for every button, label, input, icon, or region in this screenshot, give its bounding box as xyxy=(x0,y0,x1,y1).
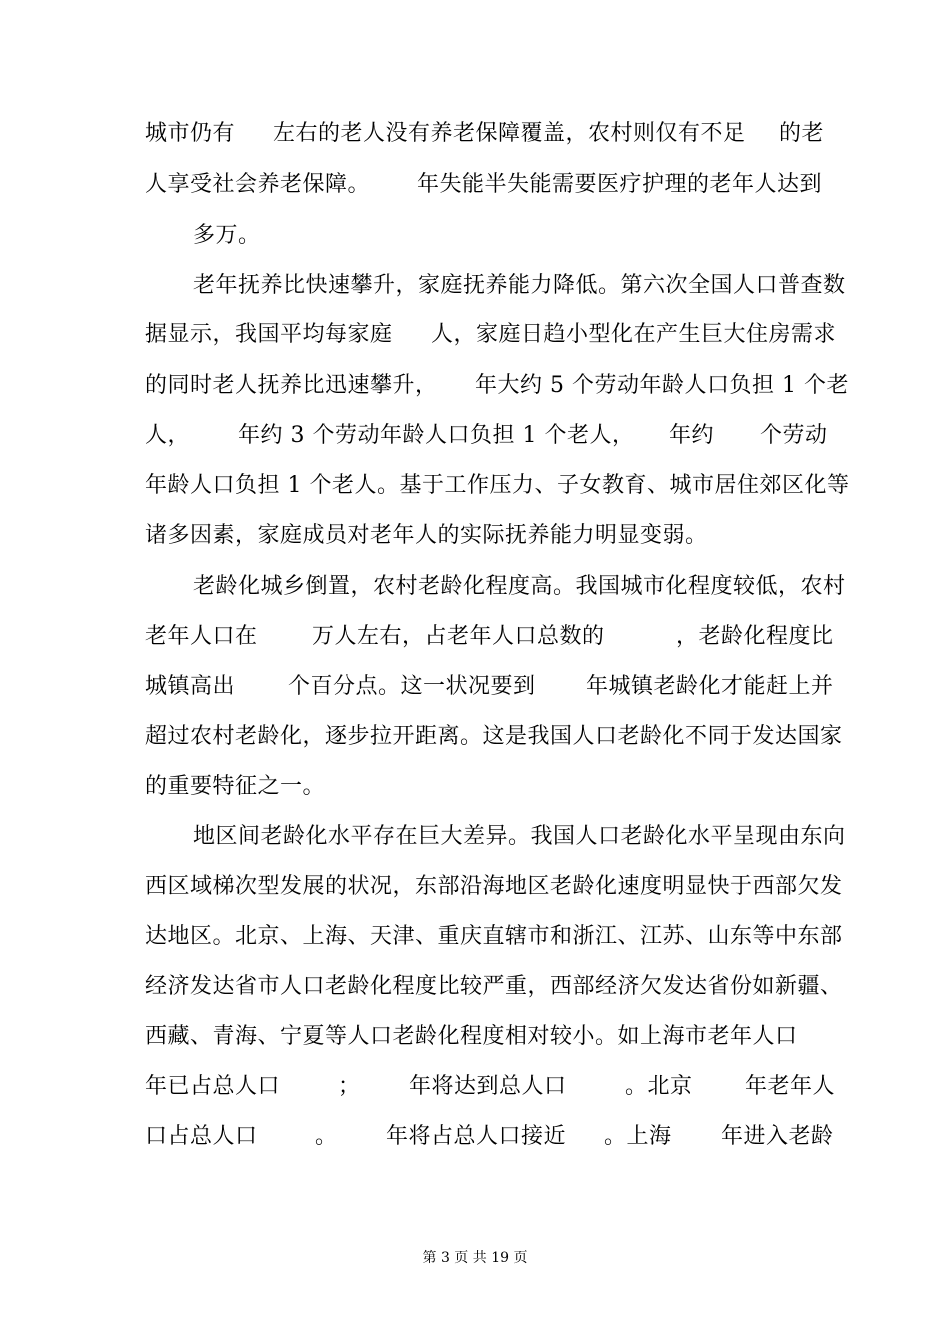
text-segment: 诸多因素，家庭成员对老年人的实际抚养能力明显变弱。 xyxy=(145,523,708,548)
text-segment: 人，家庭日趋小型化在产生巨大住房需求 xyxy=(431,322,837,347)
text-segment: 的重要特征之一。 xyxy=(145,774,326,799)
text-segment: 个百分点。这一状况要到 xyxy=(288,674,536,699)
text-segment: 年失能半失能需要医疗护理的老年人达到 xyxy=(417,172,823,197)
text-segment: 个劳动 xyxy=(760,423,828,448)
text-segment: 年进入老龄 xyxy=(721,1124,834,1149)
text-segment: 老龄化城乡倒置，农村老龄化程度高。我国城市化程度较低，农村 xyxy=(193,574,846,599)
text-segment: 左右的老人没有养老保障覆盖，农村则仅有不足 xyxy=(273,121,746,146)
text-segment: 万人左右，占老年人口总数的 xyxy=(312,624,605,649)
text-segment: 年龄人口负担 1 个老人。基于工作压力、子女教育、城市居住郊区化等 xyxy=(145,473,850,498)
text-segment: 城市仍有 xyxy=(145,121,236,146)
text-segment: 年城镇老龄化才能赶上并 xyxy=(586,674,834,699)
text-segment: 的同时老人抚养比迅速攀升， xyxy=(145,373,438,398)
text-segment: 城镇高出 xyxy=(145,674,236,699)
text-segment: 老年人口在 xyxy=(145,624,258,649)
text-segment: 。北京 xyxy=(625,1074,693,1099)
text-segment: 超过农村老龄化，逐步拉开距离。这是我国人口老龄化不同于发达国家 xyxy=(145,724,843,749)
text-segment: 年大约 5 个劳动年龄人口负担 1 个老 xyxy=(475,373,849,398)
text-segment: 年老年人 xyxy=(745,1074,836,1099)
text-segment: 的老 xyxy=(779,121,825,146)
text-segment: 经济发达省市人口老龄化程度比较严重，西部经济欠发达省份如新疆、 xyxy=(145,974,843,999)
text-segment: 。 xyxy=(315,1124,338,1149)
text-segment: 据显示，我国平均每家庭 xyxy=(145,322,393,347)
text-segment: 西藏、青海、宁夏等人口老龄化程度相对较小。如上海市老年人口 xyxy=(145,1024,798,1049)
text-segment: 口占总人口 xyxy=(145,1124,258,1149)
text-segment: 。上海 xyxy=(604,1124,672,1149)
text-segment: 年已占总人口 xyxy=(145,1074,281,1099)
text-segment: 年将占总人口接近 xyxy=(386,1124,567,1149)
text-segment: ； xyxy=(338,1074,361,1099)
text-segment: 多万。 xyxy=(193,223,261,248)
text-segment: 年将达到总人口 xyxy=(409,1074,567,1099)
page-footer: 第 3 页 共 19 页 xyxy=(422,1250,528,1266)
text-segment: 年约 xyxy=(669,423,715,448)
text-segment: 老年抚养比快速攀升，家庭抚养能力降低。第六次全国人口普查数 xyxy=(193,273,846,298)
text-segment: 年约 3 个劳动年龄人口负担 1 个老人， xyxy=(238,423,635,448)
text-segment: 达地区。北京、上海、天津、重庆直辖市和浙江、江苏、山东等中东部 xyxy=(145,924,843,949)
text-segment: 西区域梯次型发展的状况，东部沿海地区老龄化速度明显快于西部欠发 xyxy=(145,874,843,899)
text-segment: 人， xyxy=(145,423,191,448)
text-segment: 人享受社会养老保障。 xyxy=(145,172,371,197)
text-segment: ，老龄化程度比 xyxy=(676,624,834,649)
text-segment: 地区间老龄化水平存在巨大差异。我国人口老龄化水平呈现由东向 xyxy=(193,824,846,849)
